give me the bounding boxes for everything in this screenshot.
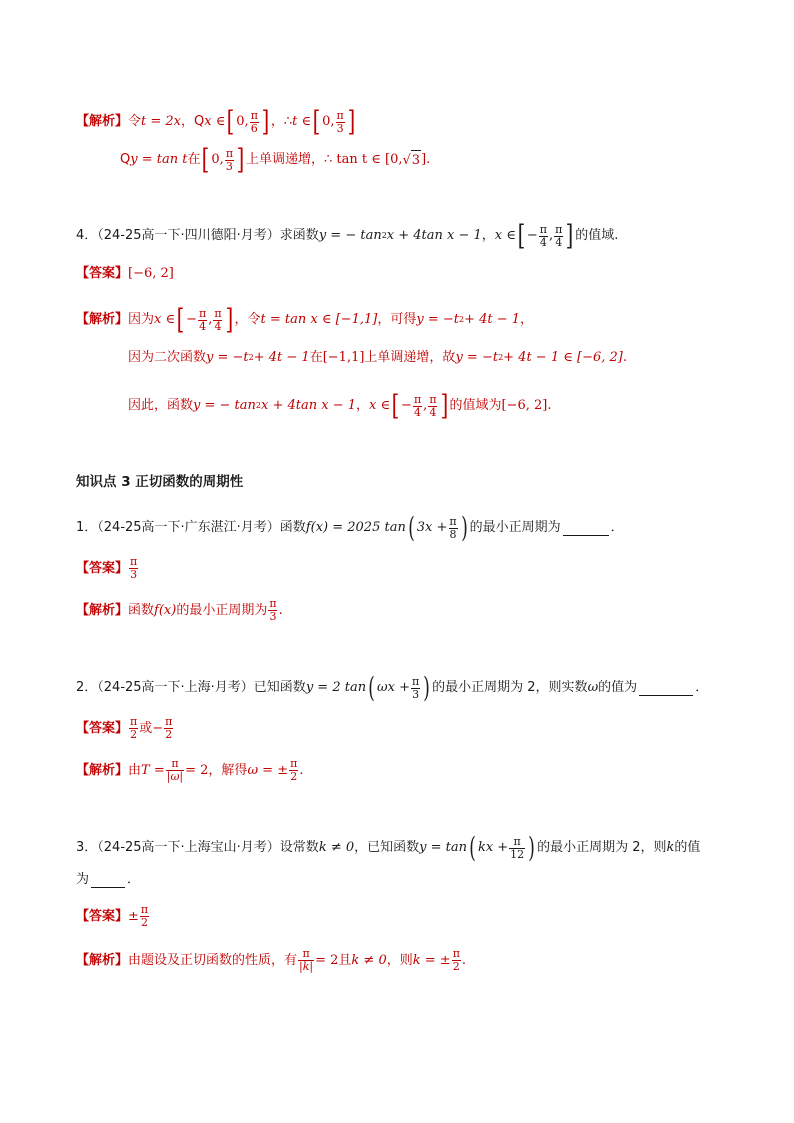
math: 0, (211, 152, 224, 167)
text: ，解得 (208, 762, 248, 778)
math: , (208, 312, 213, 327)
math: ωx + (377, 680, 410, 695)
text: 的值 (674, 840, 701, 855)
p2-solution (76, 758, 303, 783)
bracket: ] (440, 389, 448, 422)
numerator: π (214, 306, 222, 320)
math: x ∈ (154, 312, 176, 327)
bracket: ] (261, 105, 270, 138)
text: ， (520, 312, 534, 327)
numerator: π (225, 146, 234, 160)
p1-stem (76, 511, 624, 544)
text: ，Q (181, 114, 205, 129)
numerator: π (130, 715, 138, 728)
text: 且 (338, 952, 352, 968)
text: ． (695, 680, 709, 695)
math: 3x + (416, 520, 448, 535)
text: 的最小正周期为 (469, 520, 561, 535)
math: . (299, 762, 304, 778)
math: y = 2 tan (305, 680, 367, 695)
answer-blank (563, 521, 609, 536)
math: t ∈ (292, 114, 312, 129)
denominator: 4 (539, 235, 547, 249)
question-label: 2．（24-25高一下·上海·月考）已知函数 (76, 680, 306, 695)
bracket: ] (236, 143, 245, 176)
denominator: 4 (199, 319, 207, 333)
section-title (76, 472, 243, 492)
denominator: 4 (414, 405, 422, 419)
text: ，∴ (270, 114, 293, 129)
radicand: 3 (411, 150, 421, 171)
math: x ∈ (494, 228, 516, 243)
answer-blank (639, 681, 693, 696)
math: y = −t (416, 312, 459, 327)
p3-solution (76, 948, 466, 973)
math: ]. (421, 152, 431, 167)
fraction-pi-2 (289, 758, 298, 783)
p1-solution (76, 598, 283, 623)
math: ± (128, 908, 139, 924)
math: [−6, 2] (501, 398, 548, 413)
text: 因为 (128, 312, 155, 327)
fraction-pi-omega (166, 758, 184, 783)
numerator: π (449, 514, 457, 528)
math: k = ± (412, 952, 451, 968)
denominator: 3 (130, 568, 138, 581)
math: 0, (236, 114, 249, 129)
fraction-pi-4 (428, 394, 437, 419)
text: ，已知函数 (354, 840, 420, 855)
math: k ≠ 0 (351, 952, 387, 968)
p1-answer (76, 556, 139, 581)
bracket: ] (225, 303, 233, 336)
answer-fraction (164, 716, 173, 741)
denominator: |k| (299, 960, 314, 973)
answer-tag: 【答案】 (76, 266, 129, 281)
fraction-pi-4 (198, 308, 207, 333)
p3-stem-line-1 (76, 831, 701, 864)
section-title-text: 知识点 3 正切函数的周期性 (76, 474, 244, 490)
bracket: [ (312, 105, 321, 138)
bracket: [ (202, 143, 210, 176)
numerator: π (555, 222, 563, 236)
math: − (526, 228, 538, 243)
numerator: π (269, 597, 277, 610)
fraction-pi-4 (413, 394, 422, 419)
question-label: 1．（24-25高一下·广东湛江·月考）函数 (76, 520, 306, 535)
math: . (547, 398, 552, 413)
math: k (666, 840, 675, 855)
text: ． (127, 872, 141, 887)
fraction-pi-k (298, 948, 314, 973)
bracket: ] (565, 219, 574, 252)
math: . (461, 952, 467, 968)
numerator: π (336, 108, 344, 122)
paren: ( (408, 511, 415, 544)
numerator: π (452, 947, 460, 960)
fraction-pi-8 (448, 516, 457, 541)
numerator: π (250, 108, 258, 122)
numerator: π (171, 757, 179, 770)
math: k ≠ 0 (318, 840, 355, 855)
denominator: 2 (141, 916, 149, 929)
jiexi-tag: 【解析】 (76, 762, 129, 778)
bracket: [ (517, 219, 526, 252)
numerator: π (140, 903, 149, 916)
fraction-pi-6 (250, 110, 259, 135)
answer-fraction (140, 904, 149, 929)
text: ， (355, 398, 369, 413)
fraction-pi-3 (335, 110, 344, 135)
math: y = − tan (193, 398, 256, 413)
answer-fraction (129, 716, 138, 741)
numerator: π (513, 834, 521, 848)
denominator: 2 (452, 960, 460, 973)
paren: ) (460, 511, 468, 544)
jiexi-tag: 【解析】 (76, 602, 129, 618)
fraction-pi-4 (554, 224, 563, 249)
math: ω (587, 680, 599, 695)
math: t = 2x (141, 114, 182, 129)
jiexi-tag: 【解析】 (76, 312, 129, 327)
math: T = (141, 762, 165, 778)
math: y = − tan (318, 228, 382, 243)
text: 的最小正周期为 (176, 602, 268, 618)
text: 的值为 (598, 680, 638, 695)
answer-blank (91, 873, 125, 888)
exponent: 2 (458, 315, 465, 324)
text: ，则 (386, 952, 413, 968)
jiexi-tag: 【解析】 (76, 114, 129, 129)
text: 在 (187, 152, 201, 167)
math: x + 4tan x − 1 (260, 398, 356, 413)
denominator: 3 (336, 121, 344, 135)
numerator: π (413, 392, 422, 406)
text: 因此，函数 (128, 398, 194, 413)
text: 的值域为 (449, 398, 502, 413)
denominator: 8 (449, 527, 457, 541)
answer-fraction (129, 556, 138, 581)
math: − (186, 312, 197, 327)
math: , (423, 398, 428, 413)
answer-tag: 【答案】 (76, 560, 129, 576)
paren: ( (469, 831, 476, 864)
bracket: [ (226, 105, 235, 138)
denominator: 3 (269, 610, 277, 623)
fraction-pi-2 (452, 948, 461, 973)
answer-value: [−6, 2] (128, 266, 174, 281)
p2-stem (76, 671, 709, 704)
math: = 2 (315, 952, 339, 968)
math: y = tan t (130, 152, 188, 167)
bracket: [ (176, 303, 185, 336)
question-label: 3．（24-25高一下·上海宝山·月考）设常数 (76, 840, 319, 855)
math: x + 4tan x − 1 (386, 228, 482, 243)
numerator: π (165, 715, 173, 728)
math: t = tan x ∈ [−1,1] (260, 312, 378, 327)
text: 或 (139, 720, 153, 736)
text: 的最小正周期为 2，则实数 (432, 680, 588, 695)
denominator: 4 (214, 319, 222, 333)
bracket: ] (347, 105, 355, 138)
denominator: 6 (250, 121, 258, 135)
q4-answer (76, 264, 174, 284)
paren: ) (423, 671, 430, 704)
exponent: 2 (255, 401, 261, 410)
math: [−1,1] (322, 350, 365, 365)
q4-solution-line-2 (128, 348, 627, 368)
fraction-pi-4 (539, 224, 548, 249)
numerator: π (198, 306, 207, 320)
numerator: π (411, 674, 420, 688)
numerator: π (429, 392, 437, 406)
text: 由 (128, 762, 142, 778)
denominator: 2 (130, 728, 138, 741)
math: y = tan (419, 840, 467, 855)
fraction-pi-3 (225, 148, 234, 173)
math: + 4t − 1 (464, 312, 521, 327)
answer-tag: 【答案】 (76, 720, 129, 736)
bracket: [ (391, 389, 400, 422)
paren: ) (528, 831, 535, 864)
text: 上单调递增，故 (364, 350, 456, 365)
text: ， (481, 228, 495, 243)
math: y = −t (206, 350, 249, 365)
math: kx + (477, 840, 509, 855)
denominator: 3 (225, 159, 233, 173)
text: 为 (76, 872, 90, 887)
question-label: 4．（24-25高一下·四川德阳·月考）求函数 (76, 228, 319, 243)
math: − (152, 720, 164, 736)
prev-solution-line-1 (76, 105, 357, 138)
math: + 4t − 1 (253, 350, 310, 365)
text: 令 (128, 114, 142, 129)
denominator: 12 (510, 847, 525, 861)
numerator: π (539, 222, 547, 236)
q4-solution-line-1 (76, 303, 534, 336)
fraction-pi-3 (411, 676, 420, 701)
math: + 4t − 1 ∈ [−6, 2] (503, 350, 623, 365)
math: = 2 (185, 762, 209, 778)
numerator: π (130, 555, 138, 568)
math: ω = ± (247, 762, 289, 778)
denominator: |ω| (166, 770, 184, 783)
q4-stem (76, 219, 619, 252)
text: 因为二次函数 (128, 350, 207, 365)
math: − (401, 398, 412, 413)
math: 0, (322, 114, 335, 129)
fraction-pi-12 (509, 836, 525, 861)
text: 的值域. (575, 228, 619, 243)
exponent: 2 (498, 353, 504, 362)
text: 由题设及正切函数的性质，有 (128, 952, 298, 968)
denominator: 3 (412, 687, 420, 701)
fraction-pi-4 (213, 308, 222, 333)
answer-tag: 【答案】 (76, 908, 129, 924)
sqrt: √3 (402, 150, 421, 171)
denominator: 4 (555, 235, 563, 249)
denominator: 4 (429, 405, 437, 419)
q4-solution-line-3 (128, 389, 552, 422)
text: 上单调递增， (245, 152, 324, 167)
exponent: 2 (381, 231, 387, 240)
numerator: π (302, 947, 310, 960)
math: . (278, 602, 283, 618)
math: f(x) (154, 602, 177, 618)
text: 的最小正周期为 2，则 (537, 840, 667, 855)
math: x ∈ (204, 114, 226, 129)
text: ，可得 (377, 312, 417, 327)
p3-stem-line-2 (76, 870, 140, 890)
p2-answer (76, 716, 174, 741)
math: ∴ tan t ∈ [0, (324, 152, 403, 167)
text: 函数 (128, 602, 155, 618)
fraction-pi-3 (268, 598, 277, 623)
text: ． (610, 520, 624, 535)
jiexi-tag: 【解析】 (76, 952, 129, 968)
denominator: 2 (290, 770, 298, 783)
text: ，令 (234, 312, 261, 327)
math: f(x) = 2025 tan (305, 520, 406, 535)
text: 在 (309, 350, 323, 365)
text: Q (120, 152, 131, 167)
numerator: π (290, 757, 298, 770)
math: x ∈ (369, 398, 391, 413)
p3-answer (76, 904, 150, 929)
math: y = −t (455, 350, 499, 365)
paren: ( (368, 671, 375, 704)
math: , (548, 228, 554, 243)
exponent: 2 (248, 353, 254, 362)
prev-solution-line-2 (120, 143, 431, 176)
math: . (622, 350, 627, 365)
denominator: 2 (165, 728, 173, 741)
